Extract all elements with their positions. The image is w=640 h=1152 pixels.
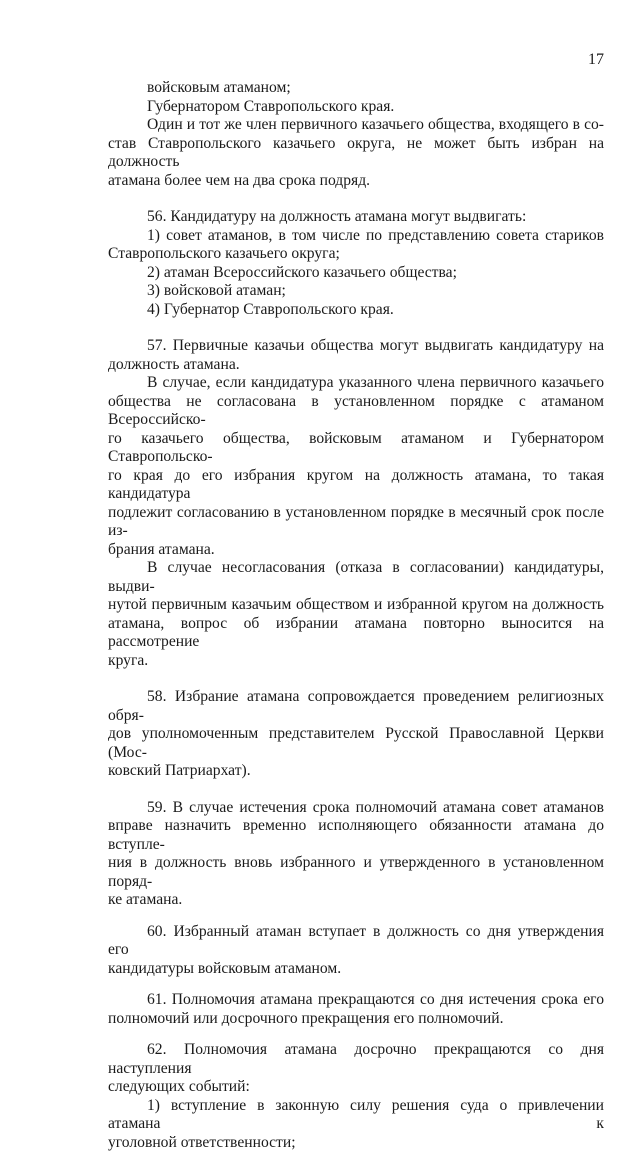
paragraph-gap bbox=[108, 319, 604, 337]
text-line: 57. Первичные казачьи общества могут выдвигать кандидатуру на bbox=[108, 337, 604, 356]
paragraph-gap bbox=[108, 978, 604, 991]
text-line: 4) Губернатор Ставропольского края. bbox=[108, 301, 604, 320]
text-line: 62. Полномочия атамана досрочно прекращаются со дня наступления bbox=[108, 1041, 604, 1078]
paragraph-block bbox=[108, 79, 604, 190]
text-line: должность атамана. bbox=[108, 356, 604, 375]
text-line: вправе назначить временно исполняющего обязанности атамана до вступле- bbox=[108, 817, 604, 854]
text-line: ковский Патриархат). bbox=[108, 762, 604, 781]
paragraph-block bbox=[108, 337, 604, 670]
text-line: 3) войсковой атаман; bbox=[108, 282, 604, 301]
text-line: 1) вступление в законную силу решения суда о привлечении атамана к bbox=[108, 1097, 604, 1134]
text-line: ния в должность вновь избранного и утвержденного в установленном поряд- bbox=[108, 854, 604, 891]
text-line: общества не согласована в установленном порядке с атаманом Всероссийско- bbox=[108, 393, 604, 430]
paragraph-gap bbox=[108, 190, 604, 208]
text-line: 2) атаман Всероссийского казачьего общества; bbox=[108, 264, 604, 283]
text-line: 59. В случае истечения срока полномочий атамана совет атаманов bbox=[108, 799, 604, 818]
text-line: атамана более чем на два срока подряд. bbox=[108, 172, 604, 191]
paragraph-block bbox=[108, 923, 604, 979]
text-line: В случае, если кандидатура указанного члена первичного казачьего bbox=[108, 374, 604, 393]
text-line: Один и тот же член первичного казачьего общества, входящего в со- bbox=[108, 116, 604, 135]
text-line: 61. Полномочия атамана прекращаются со дня истечения срока его bbox=[108, 991, 604, 1010]
text-line: 58. Избрание атамана сопровождается проведением религиозных обря- bbox=[108, 688, 604, 725]
text-line: уголовной ответственности; bbox=[108, 1134, 604, 1152]
text-line: нутой первичным казачьим обществом и избранной кругом на должность bbox=[108, 596, 604, 615]
document-body bbox=[108, 79, 604, 1152]
text-line: атамана, вопрос об избрании атамана повторно выносится на рассмотрение bbox=[108, 615, 604, 652]
paragraph-gap bbox=[108, 670, 604, 688]
text-line: дов уполномоченным представителем Русской Православной Церкви (Мос- bbox=[108, 725, 604, 762]
paragraph-block bbox=[108, 208, 604, 319]
text-line: ке атамана. bbox=[108, 891, 604, 910]
text-line: подлежит согласованию в установленном порядке в месячный срок после из- bbox=[108, 504, 604, 541]
text-line: В случае несогласования (отказа в согласовании) кандидатуры, выдви- bbox=[108, 559, 604, 596]
text-line: полномочий или досрочного прекращения его полномочий. bbox=[108, 1010, 604, 1029]
text-line: 60. Избранный атаман вступает в должность со дня утверждения его bbox=[108, 923, 604, 960]
text-line: го края до его избрания кругом на должность атамана, то такая кандидатура bbox=[108, 467, 604, 504]
text-line: став Ставропольского казачьего округа, не может быть избран на должность bbox=[108, 135, 604, 172]
page-number: 17 bbox=[588, 51, 604, 69]
paragraph-gap bbox=[108, 1028, 604, 1041]
paragraph-block bbox=[108, 1041, 604, 1152]
text-line: 1) совет атаманов, в том числе по представлению совета стариков bbox=[108, 227, 604, 246]
text-line: войсковым атаманом; bbox=[108, 79, 604, 98]
text-line: следующих событий: bbox=[108, 1078, 604, 1097]
paragraph-block bbox=[108, 799, 604, 910]
paragraph-gap bbox=[108, 781, 604, 799]
text-line: брания атамана. bbox=[108, 541, 604, 560]
paragraph-block bbox=[108, 991, 604, 1028]
text-line: круга. bbox=[108, 652, 604, 671]
text-line: 56. Кандидатуру на должность атамана могут выдвигать: bbox=[108, 208, 604, 227]
paragraph-gap bbox=[108, 910, 604, 923]
text-line: Ставропольского казачьего округа; bbox=[108, 245, 604, 264]
text-line: кандидатуры войсковым атаманом. bbox=[108, 960, 604, 979]
text-line: Губернатором Ставропольского края. bbox=[108, 98, 604, 117]
paragraph-block bbox=[108, 688, 604, 781]
text-line: го казачьего общества, войсковым атаманом и Губернатором Ставропольско- bbox=[108, 430, 604, 467]
